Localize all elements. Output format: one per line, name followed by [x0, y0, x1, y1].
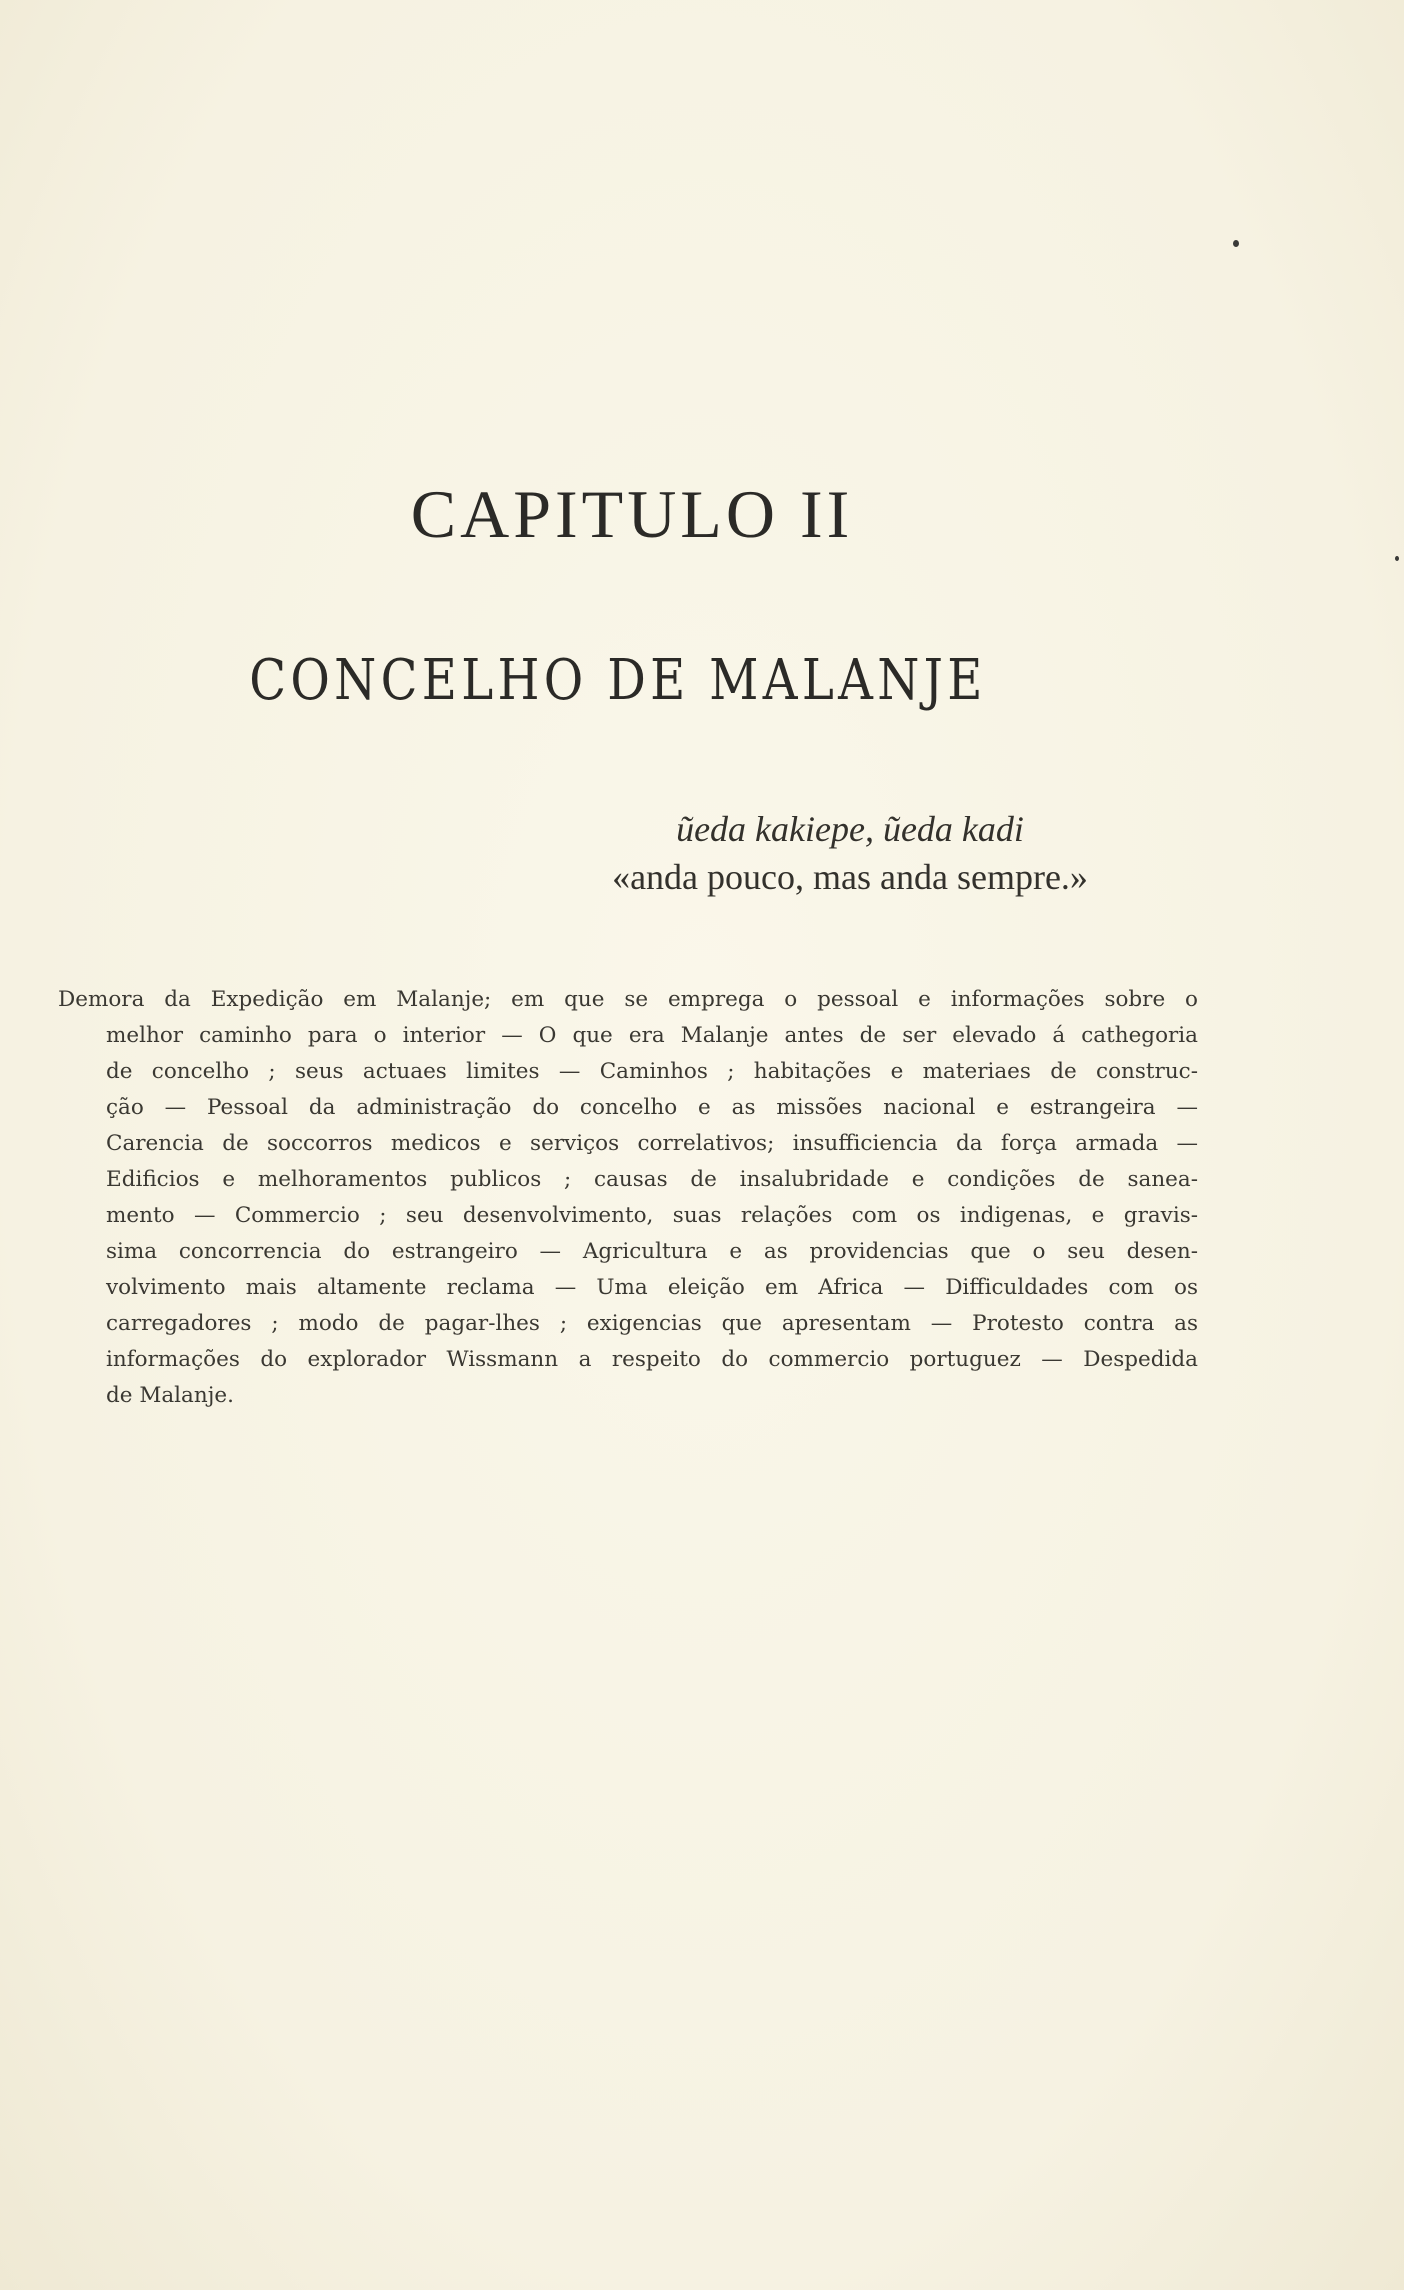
- summary-line: volvimento mais altamente reclama — Uma eleição em Africa — Difficuldades com os: [106, 1275, 1198, 1300]
- summary-line: Carencia de soccorros medicos e serviços correlativos; insufficiencia da força armada —: [106, 1131, 1198, 1156]
- paper-speck: [1233, 240, 1239, 247]
- paper-speck: [1395, 556, 1399, 561]
- epigraph: [560, 805, 1140, 901]
- chapter-number: CAPITULO II: [410, 476, 854, 552]
- summary-line: carregadores ; modo de pagar-lhes ; exigencias que apresentam — Protesto contra as: [106, 1311, 1198, 1336]
- summary-line: melhor caminho para o interior — O que era Malanje antes de ser elevado á cathegoria: [106, 1023, 1198, 1048]
- summary-line: de Malanje.: [106, 1383, 234, 1408]
- summary-line: Demora da Expedição em Malanje; em que se emprega o pessoal e informações sobre o: [58, 987, 1198, 1012]
- chapter-summary: [58, 982, 1198, 1414]
- summary-line: mento — Commercio ; seu desenvolvimento, suas relações com os indigenas, e gravis-: [106, 1203, 1198, 1228]
- chapter-title: CONCELHO DE MALANJE: [249, 648, 987, 713]
- summary-line: Edificios e melhoramentos publicos ; causas de insalubridade e condições de sanea-: [106, 1167, 1198, 1192]
- epigraph-native-text: ũeda kakiepe, ũeda kadi: [676, 809, 1024, 849]
- summary-line: de concelho ; seus actuaes limites — Caminhos ; habitações e materiaes de construc-: [106, 1059, 1198, 1084]
- summary-line: sima concorrencia do estrangeiro — Agricultura e as providencias que o seu desen-: [106, 1239, 1198, 1264]
- epigraph-translation: «anda pouco, mas anda sempre.»: [612, 857, 1088, 897]
- summary-line: informações do explorador Wissmann a respeito do commercio portuguez — Despedida: [106, 1347, 1198, 1372]
- summary-line: ção — Pessoal da administração do concelho e as missões nacional e estrangeira —: [106, 1095, 1198, 1120]
